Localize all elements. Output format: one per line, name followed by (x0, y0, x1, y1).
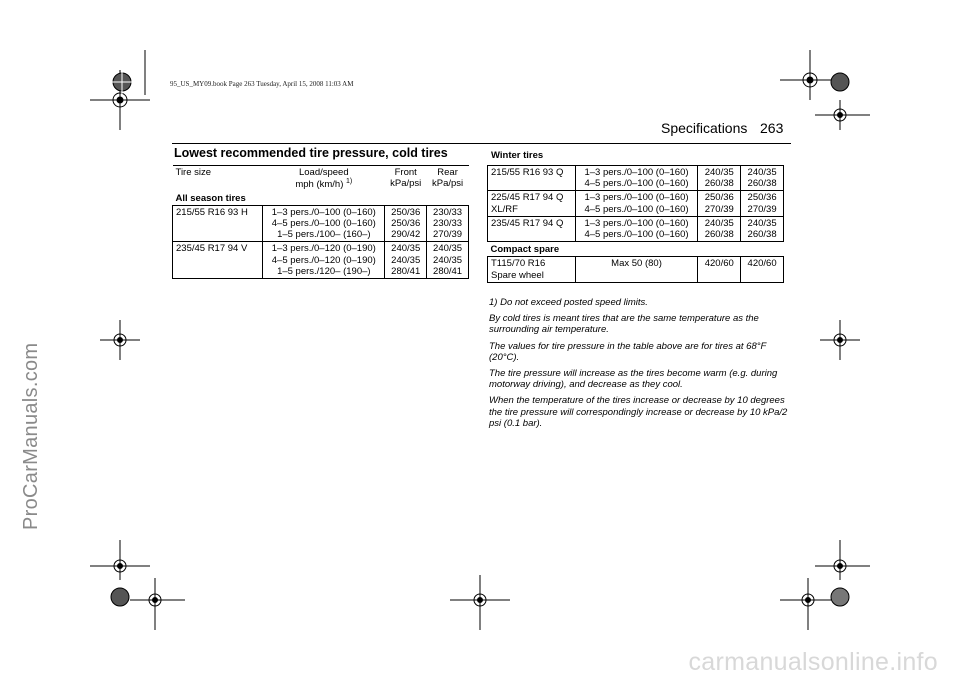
footer-watermark: carmanualsonline.info (688, 648, 938, 676)
rear-value: 270/39 (747, 203, 777, 215)
front-value: 250/36 (391, 217, 421, 229)
rear-value: 280/41 (433, 265, 463, 277)
tire-size-suffix: Spare wheel (491, 269, 544, 281)
front-value: 260/38 (704, 229, 734, 241)
winter-table (487, 165, 784, 283)
rear-unit: kPa/psi (431, 178, 464, 190)
front-value: 260/38 (704, 178, 734, 190)
tire-size-cell (488, 191, 576, 216)
table-row (173, 242, 469, 279)
front-value: 270/39 (704, 203, 734, 215)
rear-value: 240/35 (747, 217, 777, 229)
rear-value: 240/35 (433, 254, 463, 266)
rear-cell (427, 205, 469, 242)
front-label: Front (394, 167, 417, 178)
load-value: 4–5 pers./0–100 (0–160) (584, 229, 689, 241)
rear-value: 230/33 (433, 206, 463, 218)
load-value: 1–5 pers./100– (160–) (277, 229, 371, 241)
rear-value: 260/38 (747, 229, 777, 241)
front-value: 240/35 (704, 217, 734, 229)
rear-cell (741, 216, 784, 241)
tire-size-cell: 235/45 R17 94 V (173, 242, 263, 279)
footnotes (489, 297, 794, 434)
front-value: 250/36 (704, 192, 734, 204)
load-value: 1–3 pers./0–100 (0–160) (584, 217, 689, 229)
tire-size-cell (488, 257, 576, 282)
front-unit: kPa/psi (390, 178, 422, 190)
header-rule (172, 143, 791, 144)
footnote-ref: 1) (346, 178, 353, 186)
rear-cell (741, 191, 784, 216)
load-cell (263, 205, 385, 242)
rear-value: 240/35 (747, 167, 777, 178)
front-value: 290/42 (391, 229, 421, 241)
col-load-speed (263, 166, 385, 192)
front-cell (698, 166, 741, 191)
table-row (488, 191, 784, 216)
table-row (173, 205, 469, 242)
note-temperature-correction: When the temperature of the tires increase or decrease by 10 degrees the tire pressure will correspondingly increase or decrease by 10 kPa/2 psi (0.1 bar). (489, 395, 788, 429)
winter-label: Winter tires (491, 150, 544, 161)
load-value: 4–5 pers./0–100 (0–160) (271, 217, 376, 229)
tire-size-value: 225/45 R17 94 Q (491, 192, 564, 204)
rear-value: 230/33 (433, 217, 463, 229)
page-title: Lowest recommended tire pressure, cold tires (174, 146, 448, 160)
front-value: 280/41 (391, 265, 421, 277)
rear-value: 260/38 (747, 178, 777, 190)
page-number: 263 (760, 120, 784, 136)
tire-size-value: T115/70 R16 (491, 258, 546, 270)
front-cell (698, 191, 741, 216)
load-cell (575, 191, 698, 216)
front-value: 240/35 (391, 254, 421, 266)
load-cell (263, 242, 385, 279)
load-value: 1–5 pers./120– (190–) (277, 265, 371, 277)
rear-value: 250/36 (747, 192, 777, 204)
front-cell (385, 205, 427, 242)
col-tire-size: Tire size (173, 166, 263, 192)
load-value: 1–3 pers./0–100 (0–160) (271, 206, 376, 218)
load-value: 1–3 pers./0–120 (0–190) (271, 243, 376, 255)
load-cell (575, 216, 698, 241)
front-value: 240/35 (704, 167, 734, 178)
rear-cell (427, 242, 469, 279)
table-row (488, 166, 784, 191)
load-cell (575, 166, 698, 191)
footnote-1: 1) Do not exceed posted speed limits. (489, 297, 648, 308)
rear-value: 270/39 (433, 229, 463, 241)
load-speed-unit: mph (km/h) (295, 179, 344, 191)
load-value: 1–3 pers./0–100 (0–160) (584, 167, 689, 178)
load-value: 4–5 pers./0–120 (0–190) (271, 254, 376, 266)
front-cell (698, 216, 741, 241)
col-rear (427, 166, 469, 192)
header-row (173, 166, 469, 192)
col-front (385, 166, 427, 192)
rear-label: Rear (437, 167, 458, 178)
tire-size-cell: 235/45 R17 94 Q (488, 216, 576, 241)
side-watermark: ProCarManuals.com (20, 342, 42, 530)
load-value: 4–5 pers./0–100 (0–160) (584, 178, 689, 190)
load-value: 1–3 pers./0–100 (0–160) (584, 192, 689, 204)
note-temperature: The values for tire pressure in the table above are for tires at 68°F (20°C). (489, 340, 767, 363)
front-cell: 420/60 (698, 257, 741, 282)
section-title: Specifications (661, 120, 748, 136)
note-pressure-change: The tire pressure will increase as the tires become warm (e.g. during motorway driving), and decrease as they cool. (489, 368, 778, 391)
tire-size-suffix: XL/RF (491, 203, 518, 215)
front-value: 250/36 (391, 206, 421, 218)
tire-size-cell: 215/55 R16 93 H (173, 205, 263, 242)
all-season-label: All season tires (175, 192, 246, 204)
tire-size-cell: 215/55 R16 93 Q (488, 166, 576, 191)
table-row (488, 216, 784, 241)
all-season-table (172, 165, 469, 279)
load-value: 4–5 pers./0–100 (0–160) (584, 203, 689, 215)
front-value: 240/35 (391, 243, 421, 255)
rear-cell: 420/60 (741, 257, 784, 282)
front-cell (385, 242, 427, 279)
load-cell: Max 50 (80) (575, 257, 698, 282)
rear-cell (741, 166, 784, 191)
rear-value: 240/35 (433, 243, 463, 255)
load-speed-label: Load/speed (298, 167, 349, 178)
print-header: 95_US_MY09.book Page 263 Tuesday, April 15, 2008 11:03 AM (170, 80, 354, 88)
compact-spare-label: Compact spare (490, 244, 560, 256)
note-cold-tires: By cold tires is meant tires that are the same temperature as the surrounding air temperature. (489, 313, 759, 336)
table-row (488, 257, 784, 282)
